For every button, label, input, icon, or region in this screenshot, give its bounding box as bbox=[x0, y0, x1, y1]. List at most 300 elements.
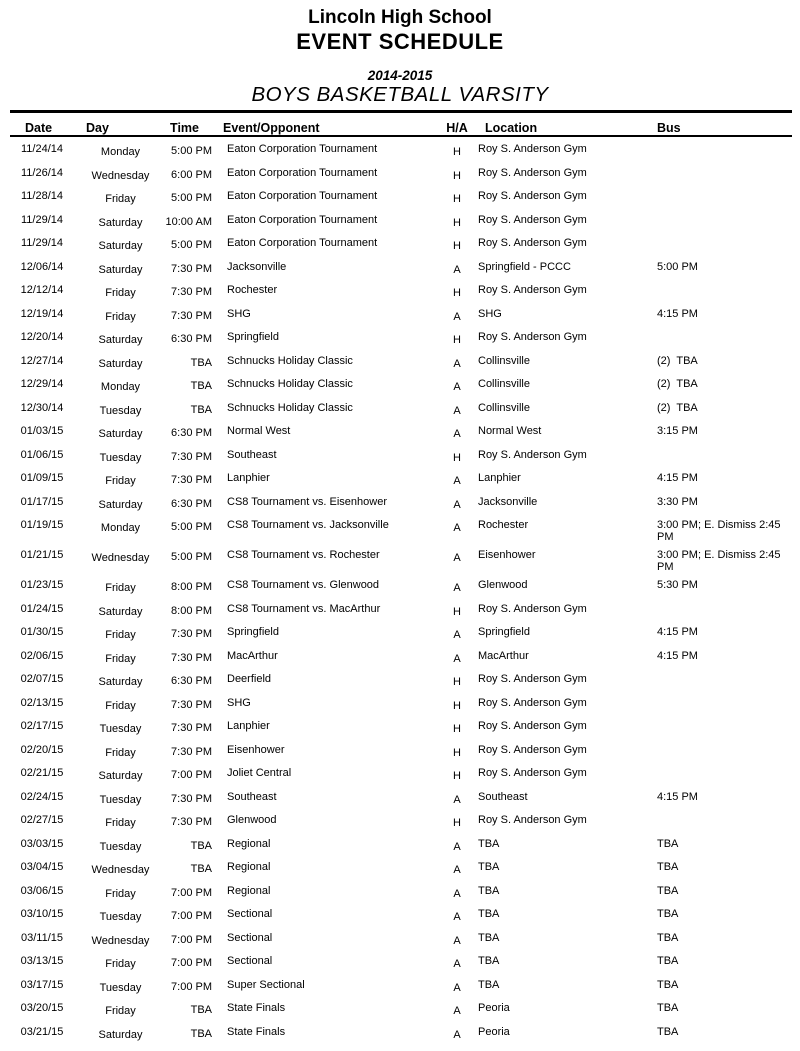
cell-location: Jacksonville bbox=[478, 495, 538, 508]
table-row bbox=[14, 349, 790, 373]
cell-day: Tuesday bbox=[99, 404, 142, 417]
cell-event: Lanphier bbox=[227, 720, 270, 732]
cell-bus: TBA bbox=[657, 861, 679, 873]
table-row bbox=[14, 466, 790, 490]
cell-event: Glenwood bbox=[227, 814, 277, 826]
cell-home-away: H bbox=[453, 746, 461, 759]
cell-home-away: H bbox=[453, 699, 461, 712]
cell-location: Roy S. Anderson Gym bbox=[478, 143, 587, 155]
cell-event: Lanphier bbox=[227, 472, 270, 484]
table-row bbox=[14, 620, 790, 644]
cell-home-away: A bbox=[453, 934, 461, 947]
cell-date: 01/30/15 bbox=[20, 626, 64, 638]
cell-location: Collinsville bbox=[478, 378, 530, 390]
cell-location: Eisenhower bbox=[478, 549, 536, 561]
cell-time: 5:00 PM bbox=[171, 239, 212, 251]
cell-home-away: H bbox=[453, 193, 461, 205]
cell-time: 6:30 PM bbox=[171, 333, 212, 345]
cell-time: 7:30 PM bbox=[171, 262, 212, 275]
cell-home-away: A bbox=[453, 310, 461, 323]
cell-date: 12/12/14 bbox=[20, 284, 64, 296]
cell-home-away: A bbox=[453, 582, 461, 594]
cell-time: 7:00 PM bbox=[171, 769, 212, 781]
cell-date: 01/03/15 bbox=[20, 425, 64, 437]
cell-event: Jacksonville bbox=[227, 260, 287, 273]
cell-time: 6:30 PM bbox=[171, 675, 212, 687]
cell-event: Schnucks Holiday Classic bbox=[227, 354, 353, 367]
cell-time: TBA bbox=[190, 1027, 212, 1040]
cell-day: Friday bbox=[105, 746, 136, 759]
cell-home-away: A bbox=[453, 1005, 461, 1017]
cell-day: Friday bbox=[105, 817, 136, 829]
cell-event: Schnucks Holiday Classic bbox=[227, 378, 353, 390]
cell-time: TBA bbox=[190, 863, 212, 875]
cell-day: Wednesday bbox=[91, 934, 150, 947]
table-row bbox=[14, 543, 790, 573]
cell-event: Regional bbox=[227, 837, 271, 850]
cell-date: 02/06/15 bbox=[20, 649, 64, 662]
cell-day: Friday bbox=[105, 582, 136, 594]
cell-time: 8:00 PM bbox=[171, 581, 212, 593]
cell-home-away: H bbox=[453, 287, 461, 299]
cell-home-away: H bbox=[453, 334, 461, 346]
cell-bus: (2) TBA bbox=[657, 378, 698, 390]
cell-time: 7:30 PM bbox=[171, 792, 212, 805]
cell-day: Saturday bbox=[98, 605, 143, 618]
cell-date: 12/19/14 bbox=[20, 307, 64, 320]
cell-home-away: A bbox=[453, 1028, 461, 1041]
cell-day: Saturday bbox=[98, 676, 143, 688]
table-row bbox=[14, 902, 790, 926]
cell-bus: (2) TBA bbox=[657, 354, 698, 367]
cell-location: Glenwood bbox=[478, 579, 528, 591]
table-row bbox=[14, 855, 790, 879]
table-header-row bbox=[14, 113, 790, 135]
cell-location: Springfield - PCCC bbox=[478, 260, 571, 273]
cell-event: State Finals bbox=[227, 1025, 286, 1038]
cell-event: Eaton Corporation Tournament bbox=[227, 143, 378, 155]
cell-event: Sectional bbox=[227, 955, 273, 967]
table-row bbox=[14, 691, 790, 715]
cell-location: Rochester bbox=[478, 519, 529, 531]
cell-time: 5:00 PM bbox=[171, 521, 212, 533]
document-title: EVENT SCHEDULE bbox=[296, 29, 504, 54]
cell-location: TBA bbox=[478, 931, 500, 944]
cell-time: 7:00 PM bbox=[171, 933, 212, 946]
cell-time: 7:30 PM bbox=[171, 816, 212, 828]
cell-day: Tuesday bbox=[99, 793, 142, 806]
table-row bbox=[14, 926, 790, 950]
cell-location: Roy S. Anderson Gym bbox=[478, 743, 587, 756]
table-row bbox=[14, 325, 790, 349]
cell-date: 01/17/15 bbox=[20, 495, 64, 508]
cell-time: 7:30 PM bbox=[171, 698, 212, 711]
cell-event: CS8 Tournament vs. Jacksonville bbox=[227, 519, 389, 531]
cell-time: 7:30 PM bbox=[171, 628, 212, 640]
cell-event: CS8 Tournament vs. Rochester bbox=[227, 549, 380, 561]
table-row bbox=[14, 996, 790, 1020]
cell-day: Saturday bbox=[98, 428, 143, 440]
cell-home-away: H bbox=[453, 817, 461, 829]
cell-date: 03/21/15 bbox=[20, 1025, 64, 1038]
cell-day: Friday bbox=[105, 958, 136, 970]
cell-date: 12/30/14 bbox=[20, 401, 64, 414]
cell-home-away: H bbox=[453, 676, 461, 688]
table-row bbox=[14, 302, 790, 326]
cell-date: 02/21/15 bbox=[20, 767, 64, 779]
cell-event: Eisenhower bbox=[227, 743, 285, 756]
cell-location: Southeast bbox=[478, 790, 528, 803]
cell-bus: TBA bbox=[657, 908, 679, 920]
cell-home-away: A bbox=[453, 793, 461, 806]
cell-location: Collinsville bbox=[478, 401, 530, 414]
cell-time: TBA bbox=[190, 403, 212, 416]
cell-home-away: A bbox=[453, 981, 461, 994]
table-row bbox=[14, 973, 790, 997]
schedule-table bbox=[14, 113, 790, 135]
cell-location: Roy S. Anderson Gym bbox=[478, 166, 587, 179]
cell-day: Saturday bbox=[98, 216, 143, 229]
cell-home-away: A bbox=[453, 357, 461, 370]
cell-day: Saturday bbox=[98, 498, 143, 511]
cell-date: 01/19/15 bbox=[20, 519, 64, 531]
cell-day: Friday bbox=[105, 287, 136, 299]
cell-home-away: A bbox=[453, 652, 461, 665]
cell-home-away: H bbox=[453, 240, 461, 252]
table-row bbox=[14, 161, 790, 185]
cell-day: Saturday bbox=[98, 334, 143, 346]
cell-location: Roy S. Anderson Gym bbox=[478, 331, 587, 343]
cell-date: 01/21/15 bbox=[20, 549, 64, 561]
cell-time: TBA bbox=[190, 356, 212, 369]
cell-location: Collinsville bbox=[478, 354, 530, 367]
cell-event: CS8 Tournament vs. Glenwood bbox=[227, 579, 380, 591]
cell-time: 6:00 PM bbox=[171, 168, 212, 181]
cell-date: 11/29/14 bbox=[20, 213, 63, 226]
cell-day: Monday bbox=[100, 522, 141, 534]
school-name: Lincoln High School bbox=[308, 7, 492, 28]
cell-event: Sectional bbox=[227, 931, 273, 944]
cell-day: Friday bbox=[105, 193, 136, 205]
cell-bus: TBA bbox=[657, 1002, 679, 1014]
cell-date: 12/29/14 bbox=[20, 378, 64, 390]
table-row bbox=[14, 949, 790, 973]
cell-location: Roy S. Anderson Gym bbox=[478, 814, 587, 826]
cell-bus: 3:30 PM bbox=[657, 495, 698, 508]
cell-bus: 4:15 PM bbox=[657, 790, 698, 803]
cell-event: SHG bbox=[227, 307, 251, 320]
cell-event: Schnucks Holiday Classic bbox=[227, 401, 353, 414]
cell-day: Tuesday bbox=[99, 723, 142, 735]
table-row bbox=[14, 714, 790, 738]
cell-event: Eaton Corporation Tournament bbox=[227, 237, 378, 249]
table-row bbox=[14, 667, 790, 691]
cell-date: 01/24/15 bbox=[20, 602, 64, 615]
cell-location: TBA bbox=[478, 978, 500, 991]
cell-bus: 5:00 PM bbox=[657, 260, 698, 273]
cell-event: Joliet Central bbox=[227, 767, 292, 779]
cell-time: 7:00 PM bbox=[171, 910, 212, 922]
cell-date: 01/09/15 bbox=[20, 472, 64, 484]
cell-event: SHG bbox=[227, 696, 251, 709]
cell-location: SHG bbox=[478, 307, 502, 320]
cell-home-away: A bbox=[453, 958, 461, 970]
cell-home-away: A bbox=[453, 552, 461, 564]
table-row bbox=[14, 879, 790, 903]
cell-home-away: H bbox=[453, 216, 461, 229]
table-row bbox=[14, 1020, 790, 1044]
cell-event: Eaton Corporation Tournament bbox=[227, 190, 378, 202]
column-header-location: Location bbox=[485, 121, 538, 135]
cell-day: Tuesday bbox=[99, 911, 142, 923]
cell-day: Friday bbox=[105, 629, 136, 641]
cell-location: MacArthur bbox=[478, 649, 529, 662]
cell-day: Friday bbox=[105, 475, 136, 487]
cell-location: Roy S. Anderson Gym bbox=[478, 190, 587, 202]
cell-day: Friday bbox=[105, 652, 136, 665]
cell-date: 03/17/15 bbox=[20, 978, 64, 991]
cell-date: 03/10/15 bbox=[20, 908, 64, 920]
cell-day: Saturday bbox=[98, 770, 143, 782]
table-row bbox=[14, 396, 790, 420]
table-row bbox=[14, 231, 790, 255]
cell-bus: 4:15 PM bbox=[657, 472, 698, 484]
cell-time: 7:30 PM bbox=[171, 722, 212, 734]
cell-date: 12/27/14 bbox=[20, 354, 64, 367]
cell-event: Springfield bbox=[227, 331, 279, 343]
cell-bus: TBA bbox=[657, 884, 679, 897]
cell-location: Roy S. Anderson Gym bbox=[478, 448, 587, 461]
table-row bbox=[14, 255, 790, 279]
cell-day: Monday bbox=[100, 381, 141, 393]
cell-home-away: A bbox=[453, 475, 461, 487]
cell-home-away: H bbox=[453, 605, 461, 618]
table-row bbox=[14, 573, 790, 597]
cell-location: Roy S. Anderson Gym bbox=[478, 696, 587, 709]
cell-home-away: A bbox=[453, 498, 461, 511]
cell-event: Eaton Corporation Tournament bbox=[227, 213, 378, 226]
cell-location: Roy S. Anderson Gym bbox=[478, 720, 587, 732]
cell-time: 7:30 PM bbox=[171, 286, 212, 298]
cell-event: Super Sectional bbox=[227, 978, 305, 991]
cell-home-away: A bbox=[453, 887, 461, 900]
cell-date: 02/27/15 bbox=[20, 814, 64, 826]
cell-location: Roy S. Anderson Gym bbox=[478, 237, 587, 249]
cell-event: Southeast bbox=[227, 790, 277, 803]
cell-bus: 5:30 PM bbox=[657, 579, 698, 591]
cell-home-away: A bbox=[453, 840, 461, 853]
cell-date: 02/20/15 bbox=[20, 743, 64, 756]
table-row bbox=[14, 372, 790, 396]
table-row bbox=[14, 808, 790, 832]
cell-time: 7:30 PM bbox=[171, 474, 212, 486]
cell-date: 12/20/14 bbox=[20, 331, 64, 343]
cell-location: Peoria bbox=[478, 1002, 510, 1014]
cell-day: Tuesday bbox=[99, 451, 142, 464]
cell-time: 6:30 PM bbox=[171, 427, 212, 439]
cell-time: TBA bbox=[190, 380, 212, 392]
table-row bbox=[14, 644, 790, 668]
cell-time: 7:30 PM bbox=[171, 651, 212, 664]
cell-date: 11/26/14 bbox=[20, 166, 63, 179]
cell-time: 5:00 PM bbox=[171, 192, 212, 204]
cell-bus: TBA bbox=[657, 955, 679, 967]
cell-event: Southeast bbox=[227, 448, 277, 461]
cell-home-away: H bbox=[453, 169, 461, 182]
cell-event: CS8 Tournament vs. Eisenhower bbox=[227, 495, 387, 508]
cell-day: Wednesday bbox=[91, 552, 150, 564]
cell-location: Lanphier bbox=[478, 472, 521, 484]
cell-bus: TBA bbox=[657, 931, 679, 944]
cell-time: 10:00 AM bbox=[165, 215, 212, 228]
cell-home-away: A bbox=[453, 263, 461, 276]
cell-location: Roy S. Anderson Gym bbox=[478, 602, 587, 615]
cell-home-away: A bbox=[453, 911, 461, 923]
cell-event: Regional bbox=[227, 861, 271, 873]
cell-time: 7:00 PM bbox=[171, 980, 212, 993]
cell-home-away: H bbox=[453, 770, 461, 782]
cell-date: 02/07/15 bbox=[20, 673, 64, 685]
cell-day: Wednesday bbox=[91, 864, 150, 876]
cell-time: TBA bbox=[190, 839, 212, 852]
cell-time: 5:00 PM bbox=[171, 145, 212, 157]
team-title: BOYS BASKETBALL VARSITY bbox=[251, 83, 549, 106]
table-row bbox=[14, 278, 790, 302]
column-header-date: Date bbox=[25, 121, 53, 135]
cell-location: Roy S. Anderson Gym bbox=[478, 213, 587, 226]
cell-day: Tuesday bbox=[99, 840, 142, 853]
cell-time: 7:30 PM bbox=[171, 745, 212, 758]
column-header-day: Day bbox=[86, 121, 109, 135]
schedule-table-body bbox=[14, 137, 790, 1043]
cell-event: CS8 Tournament vs. MacArthur bbox=[227, 602, 381, 615]
cell-event: Eaton Corporation Tournament bbox=[227, 166, 378, 179]
cell-location: Normal West bbox=[478, 425, 542, 437]
cell-time: TBA bbox=[190, 1004, 212, 1016]
cell-day: Monday bbox=[100, 146, 141, 158]
cell-bus: 3:00 PM; E. Dismiss 2:45 PM bbox=[657, 549, 784, 573]
table-row bbox=[14, 419, 790, 443]
cell-event: Regional bbox=[227, 884, 271, 897]
cell-time: 6:30 PM bbox=[171, 497, 212, 510]
table-row bbox=[14, 832, 790, 856]
cell-day: Friday bbox=[105, 699, 136, 712]
cell-day: Friday bbox=[105, 887, 136, 900]
table-row bbox=[14, 785, 790, 809]
cell-bus: 3:00 PM; E. Dismiss 2:45 PM bbox=[657, 519, 784, 543]
cell-bus: 4:15 PM bbox=[657, 307, 698, 320]
cell-location: Peoria bbox=[478, 1025, 510, 1038]
document-header bbox=[0, 0, 800, 106]
cell-bus: TBA bbox=[657, 978, 679, 991]
cell-bus: TBA bbox=[657, 1025, 679, 1038]
cell-home-away: A bbox=[453, 428, 461, 440]
column-header-time: Time bbox=[170, 121, 199, 135]
cell-location: TBA bbox=[478, 861, 500, 873]
cell-location: Roy S. Anderson Gym bbox=[478, 767, 587, 779]
cell-bus: 4:15 PM bbox=[657, 626, 698, 638]
cell-bus: 4:15 PM bbox=[657, 649, 698, 662]
cell-date: 02/24/15 bbox=[20, 790, 64, 803]
cell-home-away: H bbox=[453, 146, 461, 158]
cell-date: 03/20/15 bbox=[20, 1002, 64, 1014]
cell-date: 03/03/15 bbox=[20, 837, 64, 850]
cell-location: Roy S. Anderson Gym bbox=[478, 284, 587, 296]
cell-home-away: H bbox=[453, 451, 461, 464]
cell-date: 01/06/15 bbox=[20, 448, 64, 461]
cell-bus: (2) TBA bbox=[657, 401, 698, 414]
table-row bbox=[14, 184, 790, 208]
cell-location: TBA bbox=[478, 884, 500, 897]
cell-event: MacArthur bbox=[227, 649, 278, 662]
cell-date: 11/24/14 bbox=[20, 143, 63, 155]
cell-day: Wednesday bbox=[91, 169, 150, 182]
cell-location: Roy S. Anderson Gym bbox=[478, 673, 587, 685]
cell-bus: 3:15 PM bbox=[657, 425, 698, 437]
cell-date: 12/06/14 bbox=[20, 260, 64, 273]
column-header-ha: H/A bbox=[446, 121, 468, 135]
cell-day: Saturday bbox=[98, 263, 143, 276]
cell-date: 03/13/15 bbox=[20, 955, 64, 967]
cell-day: Saturday bbox=[98, 357, 143, 370]
cell-time: 7:00 PM bbox=[171, 957, 212, 969]
cell-event: Springfield bbox=[227, 626, 279, 638]
cell-time: 7:30 PM bbox=[171, 450, 212, 463]
cell-home-away: A bbox=[453, 864, 461, 876]
cell-date: 02/13/15 bbox=[20, 696, 64, 709]
cell-bus: TBA bbox=[657, 837, 679, 850]
column-header-bus: Bus bbox=[657, 121, 681, 135]
cell-time: 8:00 PM bbox=[171, 604, 212, 617]
cell-time: 7:30 PM bbox=[171, 309, 212, 322]
cell-day: Tuesday bbox=[99, 981, 142, 994]
cell-day: Friday bbox=[105, 310, 136, 323]
cell-home-away: H bbox=[453, 723, 461, 735]
cell-date: 03/06/15 bbox=[20, 884, 64, 897]
cell-event: Normal West bbox=[227, 425, 291, 437]
cell-location: TBA bbox=[478, 955, 500, 967]
cell-event: Sectional bbox=[227, 908, 273, 920]
cell-day: Friday bbox=[105, 1005, 136, 1017]
cell-location: TBA bbox=[478, 908, 500, 920]
cell-day: Saturday bbox=[98, 1028, 143, 1041]
cell-location: Springfield bbox=[478, 626, 530, 638]
cell-event: Rochester bbox=[227, 284, 278, 296]
cell-date: 01/23/15 bbox=[20, 579, 64, 591]
cell-time: 5:00 PM bbox=[171, 551, 212, 563]
cell-home-away: A bbox=[453, 381, 461, 393]
table-row bbox=[14, 443, 790, 467]
cell-location: TBA bbox=[478, 837, 500, 850]
table-row bbox=[14, 738, 790, 762]
cell-home-away: A bbox=[453, 522, 461, 534]
cell-time: 7:00 PM bbox=[171, 886, 212, 899]
cell-date: 02/17/15 bbox=[20, 720, 64, 732]
cell-date: 03/04/15 bbox=[20, 861, 64, 873]
table-row bbox=[14, 208, 790, 232]
cell-date: 11/28/14 bbox=[20, 190, 63, 202]
table-row bbox=[14, 490, 790, 514]
cell-date: 03/11/15 bbox=[20, 931, 63, 944]
table-row bbox=[14, 513, 790, 543]
table-row bbox=[14, 761, 790, 785]
cell-event: Deerfield bbox=[227, 673, 272, 685]
season-label: 2014-2015 bbox=[367, 68, 433, 83]
cell-date: 11/29/14 bbox=[20, 237, 63, 249]
cell-day: Saturday bbox=[98, 240, 143, 252]
cell-home-away: A bbox=[453, 629, 461, 641]
table-row bbox=[14, 597, 790, 621]
